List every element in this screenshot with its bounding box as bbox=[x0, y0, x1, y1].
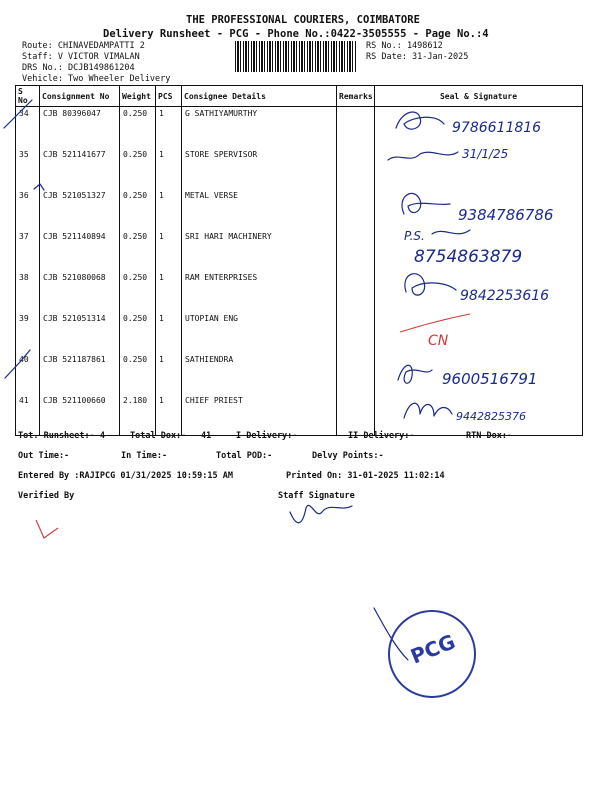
consignee-cell: SATHIENDRA bbox=[182, 353, 337, 394]
consignee-cell: STORE SPERVISOR bbox=[182, 148, 337, 189]
sno-cell: 38 bbox=[16, 271, 40, 312]
sno-cell: 37 bbox=[16, 230, 40, 271]
table-row bbox=[16, 230, 583, 271]
consignment-cell: CJB 521100660 bbox=[40, 394, 120, 436]
remarks-cell bbox=[337, 148, 375, 189]
consignee-cell: SRI HARI MACHINERY bbox=[182, 230, 337, 271]
handwritten-initials: P.S. bbox=[404, 229, 425, 243]
column-header: S No bbox=[16, 86, 40, 107]
handwritten-phone: 9786611816 bbox=[452, 120, 542, 136]
sno-cell: 40 bbox=[16, 353, 40, 394]
total-pod: Total POD:- bbox=[216, 451, 273, 461]
table-row bbox=[16, 189, 583, 230]
handwritten-note: CN bbox=[428, 333, 449, 349]
staff-signature-label: Staff Signature bbox=[278, 491, 355, 501]
pcs-cell: 1 bbox=[156, 394, 182, 436]
table-row bbox=[16, 353, 583, 394]
signature-cell bbox=[375, 394, 583, 436]
weight-cell: 0.250 bbox=[120, 230, 156, 271]
consignment-cell: CJB 521187861 bbox=[40, 353, 120, 394]
company-title: THE PROFESSIONAL COURIERS, COIMBATORE bbox=[186, 14, 420, 26]
signature-cell bbox=[375, 271, 583, 312]
column-header: PCS bbox=[156, 86, 182, 107]
pcs-cell: 1 bbox=[156, 107, 182, 149]
consignee-cell: CHIEF PRIEST bbox=[182, 394, 337, 436]
pcs-cell: 1 bbox=[156, 271, 182, 312]
pcs-cell: 1 bbox=[156, 312, 182, 353]
weight-cell: 0.250 bbox=[120, 271, 156, 312]
remarks-cell bbox=[337, 353, 375, 394]
drs-text: DRS No.: DCJB149861204 bbox=[22, 63, 135, 73]
total-dox-value: 41 bbox=[201, 431, 212, 441]
remarks-cell bbox=[337, 394, 375, 436]
entered-by: Entered By :RAJIPCG 01/31/2025 10:59:15 AM bbox=[18, 471, 233, 481]
consignment-cell: CJB 521141677 bbox=[40, 148, 120, 189]
signature-cell bbox=[375, 230, 583, 271]
weight-cell: 0.250 bbox=[120, 148, 156, 189]
rs-date-text: RS Date: 31-Jan-2025 bbox=[366, 52, 469, 62]
table-row bbox=[16, 107, 583, 149]
i-delivery: I Delivery:- bbox=[236, 431, 298, 441]
table-row bbox=[16, 271, 583, 312]
column-header: Remarks bbox=[337, 86, 375, 107]
table-header-row bbox=[16, 86, 583, 107]
consignee-cell: RAM ENTERPRISES bbox=[182, 271, 337, 312]
delvy-points: Delvy Points:- bbox=[312, 451, 384, 461]
signature-cell bbox=[375, 148, 583, 189]
rs-no-text: RS No.: 1498612 bbox=[366, 41, 443, 51]
staff-text: Staff: V VICTOR VIMALAN bbox=[22, 52, 140, 62]
sno-cell: 41 bbox=[16, 394, 40, 436]
verified-by: Verified By bbox=[18, 491, 75, 501]
handwritten-phone: 9442825376 bbox=[456, 410, 526, 423]
consignee-cell: METAL VERSE bbox=[182, 189, 337, 230]
remarks-cell bbox=[337, 271, 375, 312]
route-text: Route: CHINAVEDAMPATTI 2 bbox=[22, 41, 145, 51]
signature-cell bbox=[375, 353, 583, 394]
remarks-cell bbox=[337, 107, 375, 149]
pcs-cell: 1 bbox=[156, 148, 182, 189]
runsheet-title: Delivery Runsheet - PCG - Phone No.:0422-3505555 - Page No.:4 bbox=[103, 28, 489, 40]
column-header: Weight bbox=[120, 86, 156, 107]
handwritten-phone: 9842253616 bbox=[460, 288, 550, 304]
handwritten-date: 31/1/25 bbox=[462, 147, 509, 161]
signature-cell bbox=[375, 107, 583, 149]
rtn-dox: RTN Dox:- bbox=[466, 431, 513, 441]
pcs-cell: 1 bbox=[156, 189, 182, 230]
consignment-cell: CJB 521140894 bbox=[40, 230, 120, 271]
vehicle-text: Vehicle: Two Wheeler Delivery bbox=[22, 74, 171, 84]
staff-signature-scribble bbox=[290, 505, 352, 522]
weight-cell: 0.250 bbox=[120, 189, 156, 230]
sno-cell: 34 bbox=[16, 107, 40, 149]
handwritten-phone: 8754863879 bbox=[414, 247, 523, 267]
runsheet-table bbox=[15, 85, 583, 436]
signature-cell bbox=[375, 312, 583, 353]
remarks-cell bbox=[337, 230, 375, 271]
handwritten-phone: 9384786786 bbox=[458, 206, 554, 224]
consignee-cell: G SATHIYAMURTHY bbox=[182, 107, 337, 149]
remarks-cell bbox=[337, 189, 375, 230]
in-time: In Time:- bbox=[121, 451, 168, 461]
consignment-cell: CJB 521051314 bbox=[40, 312, 120, 353]
consignee-cell: UTOPIAN ENG bbox=[182, 312, 337, 353]
table-row bbox=[16, 394, 583, 436]
column-header: Consignee Details bbox=[182, 86, 337, 107]
weight-cell: 0.250 bbox=[120, 312, 156, 353]
barcode bbox=[235, 41, 357, 72]
stamp-text: PCG bbox=[407, 629, 459, 669]
out-time: Out Time:- bbox=[18, 451, 70, 461]
ii-delivery: II Delivery:- bbox=[348, 431, 415, 441]
weight-cell: 2.180 bbox=[120, 394, 156, 436]
consignment-cell: CJB 80396047 bbox=[40, 107, 120, 149]
weight-cell: 0.250 bbox=[120, 353, 156, 394]
printed-on: Printed On: 31-01-2025 11:02:14 bbox=[286, 471, 445, 481]
tot-runsheet: Tot. Runsheet:- 4 bbox=[18, 431, 105, 441]
pcs-cell: 1 bbox=[156, 353, 182, 394]
total-dox-label: Total Dox:- bbox=[130, 431, 187, 441]
table-row bbox=[16, 148, 583, 189]
signature-cell bbox=[375, 189, 583, 230]
sno-cell: 35 bbox=[16, 148, 40, 189]
pcs-cell: 1 bbox=[156, 230, 182, 271]
red-mark bbox=[36, 520, 58, 538]
handwritten-phone: 9600516791 bbox=[442, 370, 538, 388]
consignment-cell: CJB 521080068 bbox=[40, 271, 120, 312]
weight-cell: 0.250 bbox=[120, 107, 156, 149]
column-header: Consignment No bbox=[40, 86, 120, 107]
consignment-cell: CJB 521051327 bbox=[40, 189, 120, 230]
sno-cell: 36 bbox=[16, 189, 40, 230]
remarks-cell bbox=[337, 312, 375, 353]
table-row bbox=[16, 312, 583, 353]
column-header: Seal & Signature bbox=[375, 86, 583, 107]
sno-cell: 39 bbox=[16, 312, 40, 353]
